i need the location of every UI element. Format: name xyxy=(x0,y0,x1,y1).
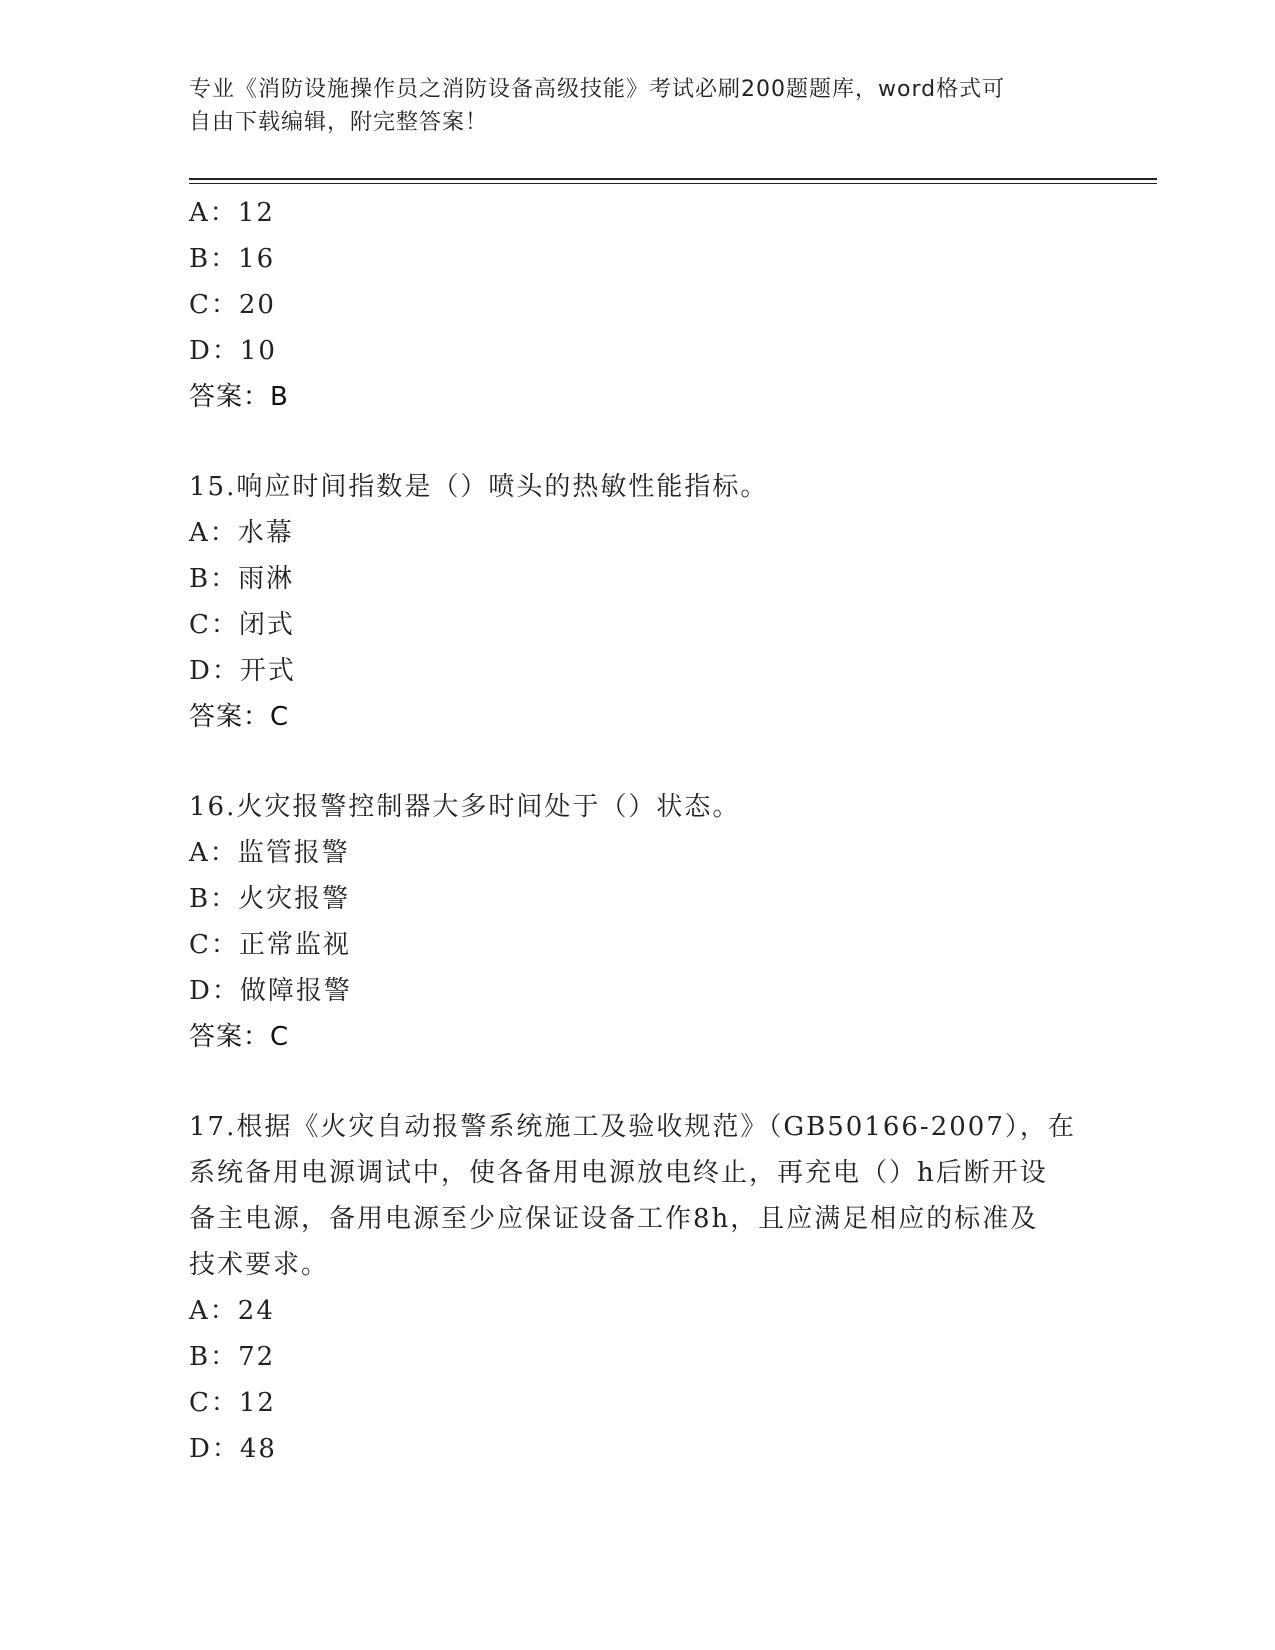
header-line-1: 专业《消防设施操作员之消防设备高级技能》考试必刷200题题库，word格式可 xyxy=(189,77,1006,102)
option-a: A：监管报警 xyxy=(189,838,350,868)
question-stem-line: 技术要求。 xyxy=(189,1250,330,1280)
option-c: C：正常监视 xyxy=(189,930,351,960)
option-d: D：做障报警 xyxy=(189,976,352,1006)
answer-line: 答案：B xyxy=(189,382,289,412)
option-b: B：火灾报警 xyxy=(189,884,351,914)
question-stem: 16.火灾报警控制器大多时间处于（）状态。 xyxy=(189,792,741,822)
question-16 xyxy=(189,784,1089,1060)
option-d: D：开式 xyxy=(189,656,296,686)
spacer xyxy=(189,420,1089,464)
option-b: B：16 xyxy=(189,244,276,274)
question-list xyxy=(189,190,1089,1472)
option-d: D：10 xyxy=(189,336,277,366)
header-line-2: 自由下载编辑，附完整答案！ xyxy=(189,110,489,135)
question-14 xyxy=(189,190,1089,420)
option-a: A：水幕 xyxy=(189,518,294,548)
option-c: C：12 xyxy=(189,1388,276,1418)
question-stem: 15.响应时间指数是（）喷头的热敏性能指标。 xyxy=(189,472,769,502)
spacer xyxy=(189,740,1089,784)
option-a: A：24 xyxy=(189,1296,275,1326)
answer-line: 答案：C xyxy=(189,1022,290,1052)
document-header xyxy=(189,73,1069,139)
header-divider-thin xyxy=(189,183,1157,184)
question-stem-line: 备主电源，备用电源至少应保证设备工作8h，且应满足相应的标准及 xyxy=(189,1204,1039,1234)
option-b: B：雨淋 xyxy=(189,564,295,594)
question-stem-line: 系统备用电源调试中，使各备用电源放电终止，再充电（）h后断开设 xyxy=(189,1158,1048,1188)
option-c: C：20 xyxy=(189,290,276,320)
question-17 xyxy=(189,1104,1089,1472)
option-b: B：72 xyxy=(189,1342,276,1372)
option-a: A：12 xyxy=(189,198,275,228)
question-stem-line: 17.根据《火灾自动报警系统施工及验收规范》（GB50166-2007），在 xyxy=(189,1112,1076,1142)
spacer xyxy=(189,1060,1089,1104)
option-d: D：48 xyxy=(189,1434,277,1464)
header-divider-thick xyxy=(189,178,1157,180)
question-15 xyxy=(189,464,1089,740)
answer-line: 答案：C xyxy=(189,702,290,732)
option-c: C：闭式 xyxy=(189,610,295,640)
